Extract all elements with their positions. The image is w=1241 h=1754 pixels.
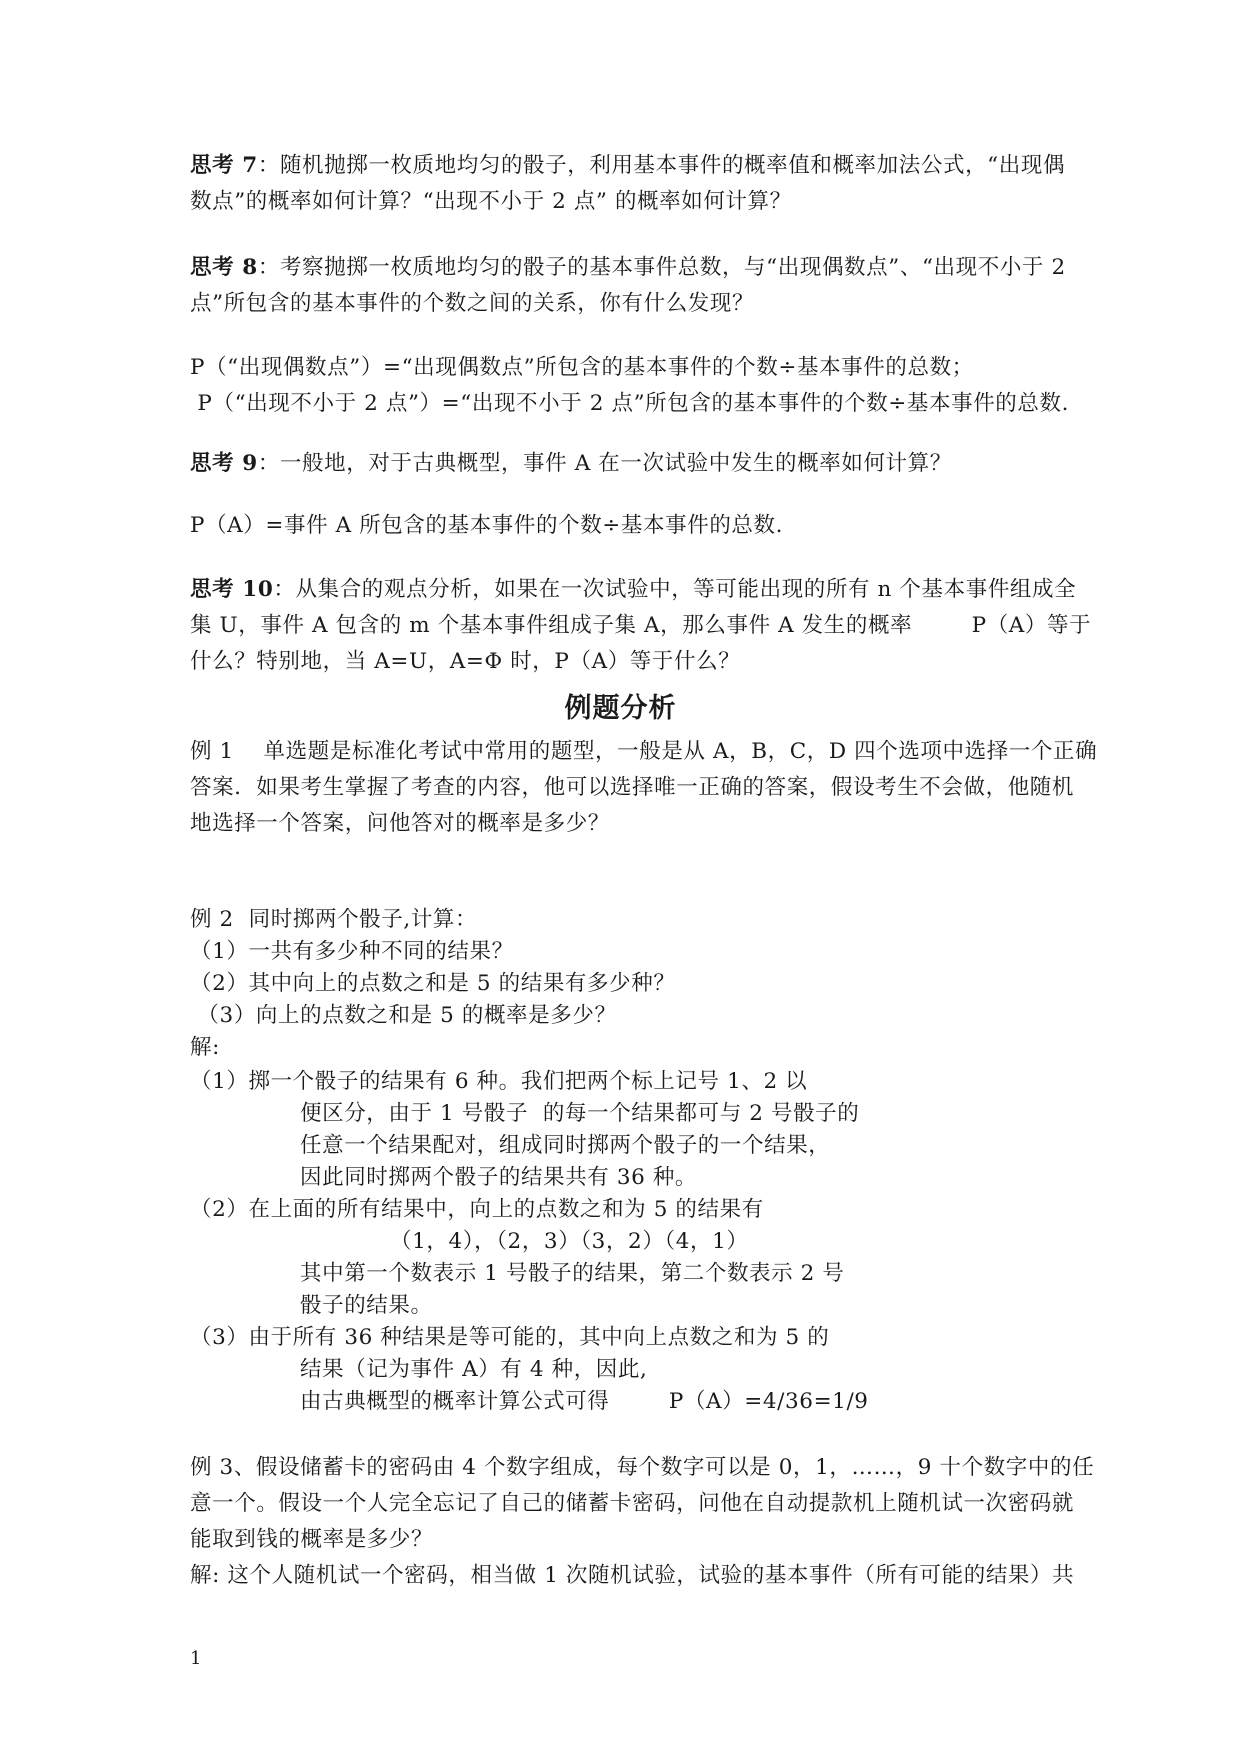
think8-label: 思考 8	[190, 255, 258, 280]
think10-line1	[190, 572, 1076, 608]
example3-line4: 解: 这个人随机试一个密码，相当做 1 次随机试验，试验的基本事件（所有可能的结果）共	[190, 1563, 1075, 1588]
example1-line1: 例 1 单选题是标准化考试中常用的题型，一般是从 A，B，C，D 四个选项中选择一个正确	[190, 739, 1098, 764]
example2-s1-line3: 任意一个结果配对，组成同时掷两个骰子的一个结果，	[300, 1133, 831, 1158]
example2-s2-line4: 骰子的结果。	[300, 1293, 433, 1318]
example3-line2: 意一个。假设一个人完全忘记了自己的储蓄卡密码，问他在自动提款机上随机试一次密码就	[190, 1491, 1075, 1516]
think8-line1	[190, 250, 1066, 286]
formula1-line1: P（“出现偶数点”）=“出现偶数点”所包含的基本事件的个数÷基本事件的总数；	[190, 355, 974, 380]
think10-text: ：从集合的观点分析，如果在一次试验中，等可能出现的所有 n 个基本事件组成全	[273, 577, 1077, 602]
think10-label: 思考 10	[190, 577, 274, 602]
think9-label: 思考 9	[190, 451, 258, 476]
section-title: 例题分析	[564, 693, 677, 724]
example2-title: 例 2 同时掷两个骰子,计算：	[190, 907, 478, 932]
example1-line3: 地选择一个答案，问他答对的概率是多少？	[190, 811, 610, 836]
think9-line1	[190, 446, 952, 482]
example2-q1: （1）一共有多少种不同的结果？	[190, 939, 514, 964]
example2-q3: （3）向上的点数之和是 5 的概率是多少？	[190, 1003, 617, 1028]
example2-s2-line1: （2）在上面的所有结果中，向上的点数之和为 5 的结果有	[190, 1197, 764, 1222]
think8-text: ：考察抛掷一枚质地均匀的骰子的基本事件总数，与“出现偶数点”、“出现不小于 2	[257, 255, 1066, 280]
think9-text: ：一般地，对于古典概型，事件 A 在一次试验中发生的概率如何计算？	[257, 451, 952, 476]
example1-line2: 答案．如果考生掌握了考查的内容，他可以选择唯一正确的答案，假设考生不会做，他随机	[190, 775, 1075, 800]
example2-s1-line2: 便区分，由于 1 号骰子 的每一个结果都可与 2 号骰子的	[300, 1101, 860, 1126]
example2-s1-line1: （1）掷一个骰子的结果有 6 种。我们把两个标上记号 1、2 以	[190, 1069, 808, 1094]
example3-line3: 能取到钱的概率是多少？	[190, 1527, 434, 1552]
example2-s3-line2: 结果（记为事件 A）有 4 种，因此,	[300, 1357, 648, 1382]
example2-s3-line1: （3）由于所有 36 种结果是等可能的，其中向上点数之和为 5 的	[190, 1325, 830, 1350]
example3-line1: 例 3、假设储蓄卡的密码由 4 个数字组成，每个数字可以是 0，1，……，9 十个数字中的任	[190, 1455, 1095, 1480]
example2-s2-line2: （1，4），（2，3）（3，2）（4，1）	[390, 1229, 749, 1254]
think10-line2: 集 U，事件 A 包含的 m 个基本事件组成子集 A，那么事件 A 发生的概率 P（A）等于	[190, 613, 1092, 638]
think10-line3: 什么？特别地，当 A=U，A=Φ 时，P（A）等于什么？	[190, 649, 741, 674]
page-number: 1	[190, 1648, 202, 1669]
think7-label: 思考 7	[190, 153, 258, 178]
example2-s3-line3: 由古典概型的概率计算公式可得 P（A）=4/36=1/9	[300, 1389, 869, 1414]
example2-s1-line4: 因此同时掷两个骰子的结果共有 36 种。	[300, 1165, 698, 1190]
think7-line2: 数点”的概率如何计算？“出现不小于 2 点” 的概率如何计算？	[190, 189, 792, 214]
example2-s2-line3: 其中第一个数表示 1 号骰子的结果，第二个数表示 2 号	[300, 1261, 845, 1286]
formula2: P（A）=事件 A 所包含的基本事件的个数÷基本事件的总数.	[190, 513, 784, 538]
think7-text: ：随机抛掷一枚质地均匀的骰子，利用基本事件的概率值和概率加法公式，“出现偶	[257, 153, 1066, 178]
example2-q2: （2）其中向上的点数之和是 5 的结果有多少种？	[190, 971, 676, 996]
think8-line2: 点”所包含的基本事件的个数之间的关系，你有什么发现？	[190, 291, 755, 316]
think7-line1	[190, 148, 1065, 184]
formula1-line2: P（“出现不小于 2 点”）=“出现不小于 2 点”所包含的基本事件的个数÷基本事件的总数.	[190, 391, 1070, 416]
example2-solution-label: 解:	[190, 1035, 220, 1060]
